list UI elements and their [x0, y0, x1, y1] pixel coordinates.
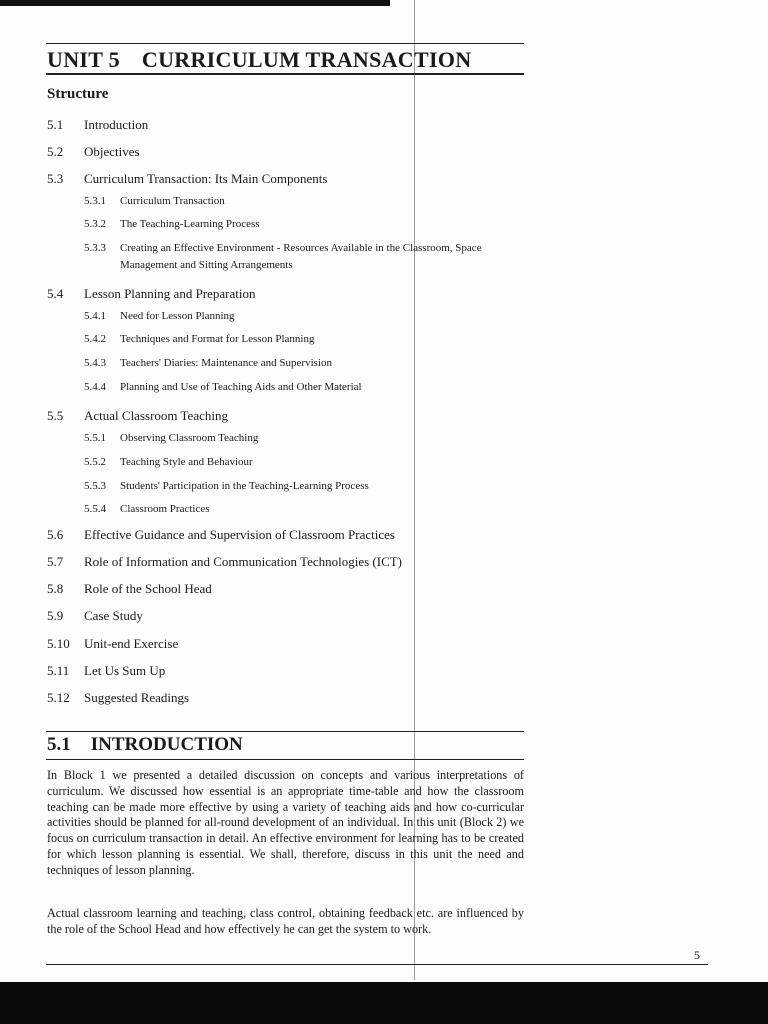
toc-item-label: The Teaching-Learning Process: [120, 218, 260, 230]
toc-item-number: 5.3: [47, 171, 64, 186]
toc-item-number: 5.3.1: [84, 195, 106, 207]
toc-item-number: 5.5.1: [84, 432, 106, 444]
toc-item-number: 5.5.4: [84, 503, 106, 515]
toc-item-label: Curriculum Transaction: Its Main Components: [84, 171, 328, 186]
toc-item-label: Planning and Use of Teaching Aids and Other Material: [120, 381, 362, 393]
unit-number: UNIT 5: [47, 47, 120, 72]
toc-item-number: 5.4.1: [84, 310, 106, 322]
toc-item-label: Management and Sitting Arrangements: [120, 259, 293, 271]
toc-item-number: 5.1: [47, 117, 64, 132]
toc-item-label: Need for Lesson Planning: [120, 310, 235, 322]
bottom-scan-edge: [0, 982, 768, 1024]
toc-item-label: Curriculum Transaction: [120, 195, 225, 207]
toc-item-number: 5.8: [47, 581, 64, 596]
toc-item-number: 5.4: [47, 286, 64, 301]
page-number: 5: [694, 948, 700, 962]
unit-title: [47, 47, 471, 73]
toc-item-label: Effective Guidance and Supervision of Classroom Practices: [84, 527, 395, 542]
toc-item-label: Role of Information and Communication Technologies (ICT): [84, 554, 403, 569]
toc-item-number: 5.5.3: [84, 480, 106, 492]
toc-item-label: Introduction: [84, 117, 149, 132]
toc-item-number: 5.12: [47, 690, 70, 705]
toc-item-number: 5.11: [47, 663, 70, 678]
toc-item-label: Let Us Sum Up: [84, 663, 166, 678]
title-top-rule: [46, 43, 524, 44]
section-top-rule: [46, 731, 524, 732]
toc-item-label: Actual Classroom Teaching: [84, 408, 228, 423]
title-bottom-rule: [46, 73, 524, 75]
toc-item-label: Objectives: [84, 144, 140, 159]
toc-item-number: 5.3.3: [84, 242, 106, 254]
toc-item-number: 5.2: [47, 144, 64, 159]
toc-item-number: 5.5.2: [84, 456, 106, 468]
intro-paragraph-2: Actual classroom learning and teaching, class control, obtaining feedback etc. are influenced by the role of the School Head and how effectively he can get the system to work.: [47, 906, 524, 936]
toc-item-label: Students' Participation in the Teaching-Learning Process: [120, 480, 369, 492]
toc-item-number: 5.5: [47, 408, 64, 423]
toc-item-number: 5.10: [47, 636, 70, 651]
toc-item-label: Unit-end Exercise: [84, 636, 179, 651]
toc-item-number: 5.4.2: [84, 333, 106, 345]
toc-item-number: 5.9: [47, 608, 64, 623]
intro-paragraph-1: In Block 1 we presented a detailed discussion on concepts and various interpretations of curriculum. We discussed how essential is an appropriate time-table and how the classroom teaching can be made more effective by using a variety of teaching aids and how co-curricular activities should be planned for all-round development of an individual. In this unit (Block 2) we focus on curriculum transaction in detail. An effective environment for learning has to be created for which lesson planning is essential. We shall, therefore, discuss in this unit the need and techniques of lesson planning.: [47, 768, 524, 877]
toc-item-number: 5.6: [47, 527, 64, 542]
toc-item-label: Suggested Readings: [84, 690, 190, 705]
toc-item-label: Observing Classroom Teaching: [120, 432, 259, 444]
toc-item-number: 5.4.4: [84, 381, 106, 393]
toc-item-label: Teachers' Diaries: Maintenance and Supervision: [120, 357, 332, 369]
section-bottom-rule: [46, 759, 524, 760]
toc-item-label: Creating an Effective Environment - Resources Available in the Classroom, Space: [120, 242, 482, 254]
footer-rule: [46, 964, 708, 965]
toc-item-label: Techniques and Format for Lesson Planning: [120, 333, 315, 345]
toc-item-label: Teaching Style and Behaviour: [120, 456, 253, 468]
toc-item-number: 5.4.3: [84, 357, 106, 369]
section-number: 5.1: [47, 734, 71, 755]
unit-name: CURRICULUM TRANSACTION: [141, 47, 472, 72]
section-title: INTRODUCTION: [90, 734, 243, 755]
toc-item-number: 5.3.2: [84, 218, 106, 230]
toc-item-label: Lesson Planning and Preparation: [84, 286, 256, 301]
toc-item-number: 5.7: [47, 554, 64, 569]
toc-item-label: Classroom Practices: [120, 503, 210, 515]
top-scan-edge: [0, 0, 390, 6]
structure-heading: Structure: [47, 86, 109, 102]
toc-item-label: Role of the School Head: [84, 581, 212, 596]
section-heading: [47, 734, 243, 756]
toc-item-label: Case Study: [84, 608, 143, 623]
